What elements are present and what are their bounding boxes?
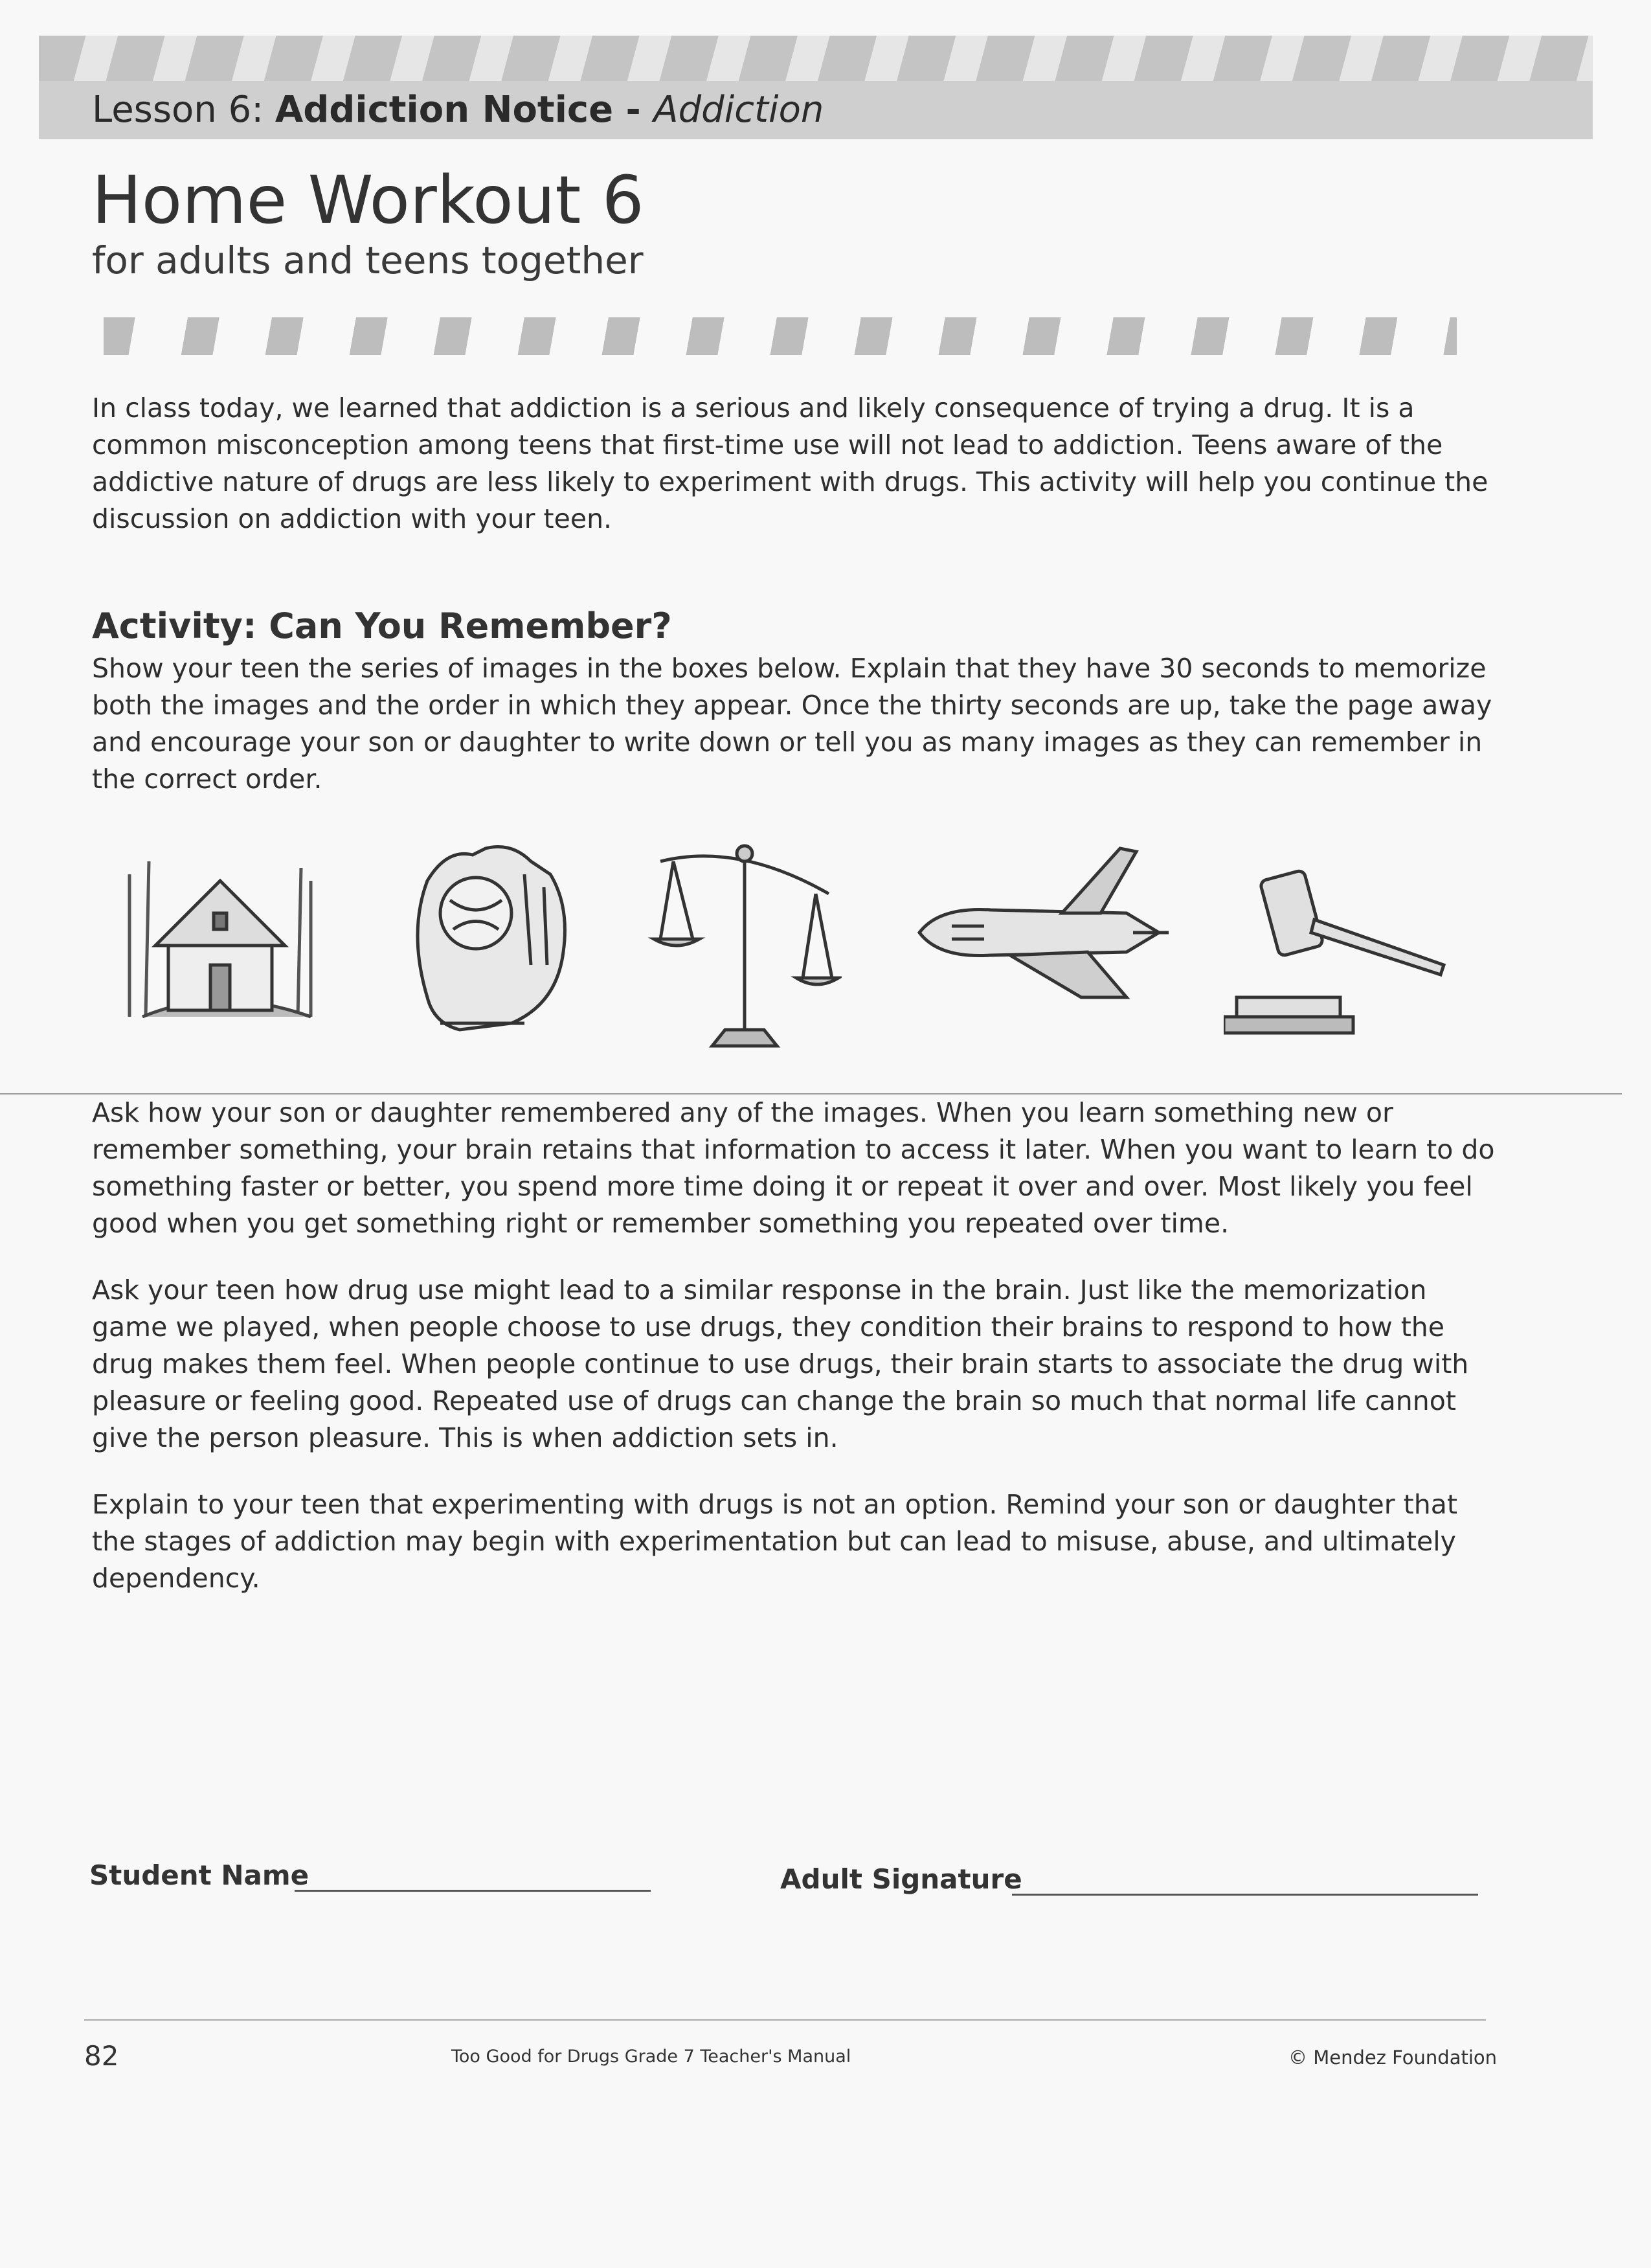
- lesson-prefix: Lesson 6:: [92, 89, 275, 131]
- activity-heading: Activity: Can You Remember?: [92, 606, 672, 646]
- copyright: © Mendez Foundation: [1288, 2047, 1498, 2069]
- memory-image-row: [104, 835, 1463, 1069]
- page-title: Home Workout 6: [92, 162, 644, 239]
- house-icon: [117, 835, 324, 1030]
- lesson-title: [92, 84, 824, 136]
- body-paragraph-1: Ask how your son or daughter remembered any of the images. When you learn something new or remember something, your brain retains that information to access it later. When you want to learn to do something faster or better, you spend more time doing it or repeat it over and over. Most likely you feel good when you get something right or remember something you repeated over time.: [92, 1097, 1495, 1239]
- space-shuttle-icon: [913, 835, 1172, 1030]
- manual-title: Too Good for Drugs Grade 7 Teacher's Manual: [451, 2047, 851, 2067]
- body-paragraph-2: Ask your teen how drug use might lead to a similar response in the brain. Just like the memorization game we played, when people choose to use drugs, they condition their brains to respond to how the drug makes them feel. When people continue to use drugs, their brain starts to associate the drug with pleasure or feeling good. Repeated use of drugs can change the brain so much that normal life cannot give the person pleasure. This is when addiction sets in.: [92, 1275, 1469, 1453]
- decorative-stripe: [104, 317, 1457, 355]
- student-name-field[interactable]: [295, 1890, 651, 1892]
- activity-instructions: Show your teen the series of images in the boxes below. Explain that they have 30 seconds to memorize both the images and the order in which they appear. Once the thirty seconds are up, take the page away and encourage your son or daughter to write down or tell you as many images as they can remember in the correct order.: [92, 653, 1492, 795]
- gavel-icon: [1224, 835, 1457, 1043]
- footer-rule: [84, 2019, 1486, 2021]
- adult-signature-label: Adult Signature: [780, 1863, 1022, 1895]
- lesson-name: Addiction Notice -: [275, 89, 654, 131]
- page-number: 82: [84, 2040, 119, 2072]
- baseball-glove-icon: [401, 835, 583, 1043]
- body-paragraph-3: Explain to your teen that experimenting with drugs is not an option. Remind your son or daughter that the stages of addiction may begin with experimentation but can lead to misuse, abuse, and ultimately dependency.: [92, 1489, 1457, 1594]
- lesson-topic: Addiction: [653, 89, 824, 131]
- scale-icon: [647, 835, 842, 1056]
- student-name-label: Student Name: [89, 1859, 309, 1891]
- page-subtitle: for adults and teens together: [92, 238, 644, 282]
- adult-signature-field[interactable]: [1012, 1894, 1478, 1896]
- intro-paragraph: In class today, we learned that addiction is a serious and likely consequence of trying a drug. It is a common misconception among teens that first-time use will not lead to addiction. Teens aware of the addictive nature of drugs are less likely to experiment with drugs. This activity will help you continue the discussion on addiction with your teen.: [92, 392, 1488, 534]
